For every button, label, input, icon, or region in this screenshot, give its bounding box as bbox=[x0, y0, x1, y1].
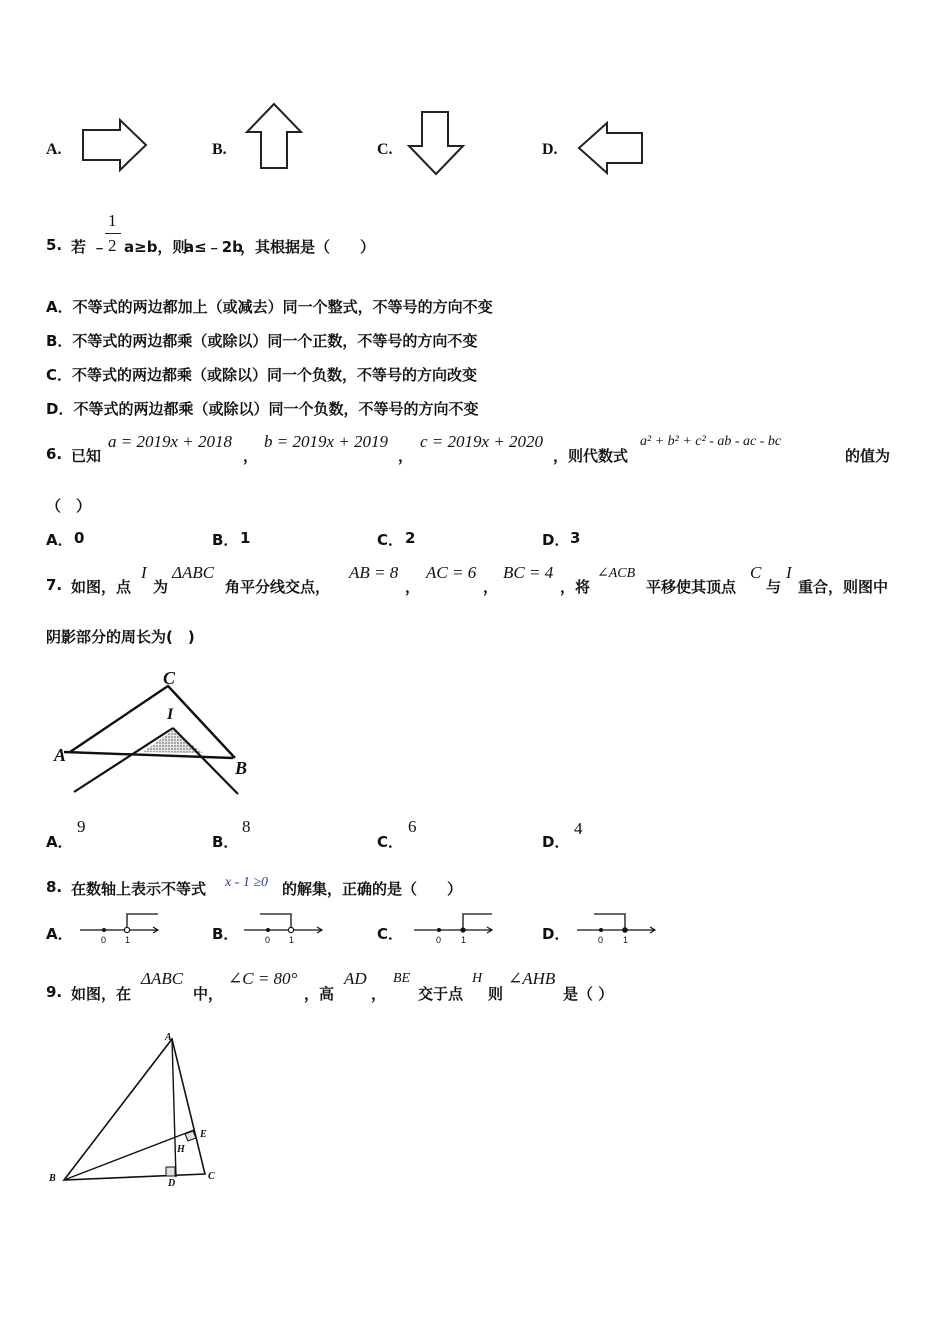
q7-number: 7. bbox=[46, 576, 63, 594]
q8-option-b-number-line[interactable] bbox=[242, 910, 332, 946]
q5-fraction-bar bbox=[105, 233, 121, 234]
q8-option-b-tick-0: 0 bbox=[265, 935, 271, 945]
q9-comma: ， bbox=[371, 985, 387, 1003]
arrow-up-icon bbox=[245, 102, 305, 172]
arrow-down-icon bbox=[406, 110, 466, 180]
q6-then-text: ，则代数式 bbox=[553, 447, 629, 465]
q5-condition: a≥b，则 bbox=[124, 238, 188, 256]
q5-conclusion: a≤﹣2b bbox=[184, 238, 243, 256]
q6-option-b-label: B． bbox=[212, 531, 239, 549]
arrow-right-icon bbox=[80, 118, 150, 174]
q6-expression: a² + b² + c² - ab - ac - bc bbox=[640, 434, 782, 449]
q6-option-a-value: 0 bbox=[74, 529, 85, 547]
q9-altitude-ad: AD bbox=[344, 969, 367, 988]
q7-text-6: 与 bbox=[766, 578, 782, 596]
q7-text-3: 角平分线交点， bbox=[225, 578, 331, 596]
q8-option-c-number-line[interactable] bbox=[412, 910, 502, 946]
q8-option-d-label: D． bbox=[542, 925, 570, 943]
q7-point-c: C bbox=[750, 563, 762, 582]
q8-option-a-tick-0: 0 bbox=[101, 935, 107, 945]
q6-comma-1: ， bbox=[243, 447, 259, 465]
q9-figure bbox=[44, 1030, 234, 1195]
q9-point-h: H bbox=[472, 971, 483, 986]
q8-option-d-tick-0: 0 bbox=[598, 935, 604, 945]
q8-option-a-number-line[interactable] bbox=[78, 910, 168, 946]
q7-option-d-label: D． bbox=[542, 833, 570, 851]
q6-option-a-label: A． bbox=[46, 531, 73, 549]
arrow-left-icon bbox=[577, 121, 647, 177]
q7-text-2: 为 bbox=[153, 578, 169, 596]
q7-option-d-value: 4 bbox=[574, 819, 583, 838]
q8-option-c-tick-0: 0 bbox=[436, 935, 442, 945]
q7-figure-label-c: C bbox=[163, 668, 176, 688]
q7-bc-length: BC = 4 bbox=[503, 563, 554, 582]
q8-option-a-tick-1: 1 bbox=[125, 935, 131, 945]
q7-triangle: ΔABC bbox=[172, 563, 215, 582]
q7-ac-length: AC = 6 bbox=[426, 563, 477, 582]
q5-option-c: C．不等式的两边都乘（或除以）同一个负数，不等号的方向改变 bbox=[46, 366, 478, 384]
q9-figure-label-a: A bbox=[165, 1032, 172, 1043]
q6-answer-paren: （ ） bbox=[46, 497, 92, 515]
q4-option-a-label: A. bbox=[46, 141, 62, 158]
q9-figure-label-e: E bbox=[200, 1129, 207, 1140]
q6-formula-a: a = 2019x + 2018 bbox=[108, 432, 232, 451]
q7-option-b-label: B． bbox=[212, 833, 239, 851]
q9-triangle: ΔABC bbox=[141, 969, 184, 988]
q7-comma-1: ， bbox=[405, 578, 421, 596]
q9-text-1: 如图，在 bbox=[71, 985, 132, 1003]
q5-option-b: B．不等式的两边都乘（或除以）同一个正数，不等号的方向不变 bbox=[46, 332, 478, 350]
q8-option-b-tick-1: 1 bbox=[289, 935, 295, 945]
q7-ab-length: AB = 8 bbox=[349, 563, 399, 582]
q7-figure-label-a: A bbox=[54, 745, 67, 765]
q9-text-2: 中， bbox=[193, 985, 224, 1003]
q8-question-tail: 的解集，正确的是（ ） bbox=[282, 880, 463, 898]
q7-figure-lines bbox=[48, 664, 258, 799]
q7-comma-2: ， bbox=[483, 578, 499, 596]
q7-option-c-label: C． bbox=[377, 833, 404, 851]
q7-option-c-value: 6 bbox=[408, 817, 417, 836]
q5-fraction-denominator: 2 bbox=[108, 236, 117, 255]
q7-point-i-2: I bbox=[786, 563, 792, 582]
q8-option-c-label: C． bbox=[377, 925, 404, 943]
q9-text-3: ，高 bbox=[304, 985, 335, 1003]
q8-inequality: x - 1 ≥0 bbox=[225, 875, 269, 890]
q9-figure-lines bbox=[44, 1030, 234, 1195]
q7-text-5: 平移使其顶点 bbox=[646, 578, 737, 596]
q4-option-c-label: C. bbox=[377, 141, 393, 158]
q8-number: 8. bbox=[46, 878, 63, 896]
q6-comma-2: ， bbox=[398, 447, 414, 465]
q9-figure-label-d: D bbox=[168, 1178, 176, 1189]
q8-option-a-label: A． bbox=[46, 925, 73, 943]
q8-option-d-number-line[interactable] bbox=[575, 910, 665, 946]
q7-angle: ∠ACB bbox=[597, 566, 636, 581]
q7-point-i: I bbox=[141, 563, 147, 582]
q8-option-b-label: B． bbox=[212, 925, 239, 943]
q9-text-6: 是（ ） bbox=[563, 985, 614, 1003]
q9-altitude-be: BE bbox=[393, 971, 411, 986]
q8-option-c-tick-1: 1 bbox=[461, 935, 467, 945]
q9-figure-label-h: H bbox=[177, 1144, 185, 1155]
q9-text-5: 则 bbox=[488, 985, 504, 1003]
q5-minus: ﹣ bbox=[92, 238, 108, 256]
q4-option-d-label: D. bbox=[542, 141, 558, 158]
q7-option-a-value: 9 bbox=[77, 817, 86, 836]
q6-question-tail: 的值为 bbox=[845, 447, 891, 465]
q7-text-4: ，将 bbox=[560, 578, 591, 596]
q7-figure-label-i: I bbox=[167, 706, 174, 723]
q9-number: 9. bbox=[46, 983, 63, 1001]
q6-option-c-label: C． bbox=[377, 531, 404, 549]
q9-figure-label-b: B bbox=[49, 1173, 56, 1184]
q6-number: 6. bbox=[46, 445, 63, 463]
q6-prefix: 已知 bbox=[71, 447, 102, 465]
q6-option-d-label: D． bbox=[542, 531, 570, 549]
q4-option-b-label: B. bbox=[212, 141, 227, 158]
q5-option-a: A．不等式的两边都加上（或减去）同一个整式，不等号的方向不变 bbox=[46, 298, 493, 316]
q9-angle-ahb: ∠AHB bbox=[508, 969, 556, 988]
q5-question-tail: ，其根据是（ ） bbox=[240, 238, 376, 256]
q5-fraction-numerator: 1 bbox=[108, 211, 117, 230]
q6-option-c-value: 2 bbox=[405, 529, 416, 547]
q6-formula-b: b = 2019x + 2019 bbox=[264, 432, 388, 451]
q7-text-1: 如图，点 bbox=[71, 578, 132, 596]
q5-option-d: D．不等式的两边都乘（或除以）同一个负数，不等号的方向不变 bbox=[46, 400, 479, 418]
q9-angle-c: ∠C = 80° bbox=[228, 969, 298, 988]
q7-option-a-label: A． bbox=[46, 833, 73, 851]
q6-option-b-value: 1 bbox=[240, 529, 251, 547]
q5-number: 5. bbox=[46, 236, 63, 254]
q7-figure-label-b: B bbox=[235, 758, 248, 778]
q7-figure bbox=[48, 664, 258, 799]
q6-option-d-value: 3 bbox=[570, 529, 581, 547]
q8-option-d-tick-1: 1 bbox=[623, 935, 629, 945]
q9-text-4: 交于点 bbox=[418, 985, 464, 1003]
q5-prefix: 若 bbox=[71, 238, 87, 256]
q7-line-2: 阴影部分的周长为( ) bbox=[46, 628, 195, 646]
q7-text-7: 重合，则图中 bbox=[798, 578, 889, 596]
q7-option-b-value: 8 bbox=[242, 817, 251, 836]
q8-prefix: 在数轴上表示不等式 bbox=[71, 880, 207, 898]
q9-figure-label-c: C bbox=[208, 1171, 215, 1182]
q6-formula-c: c = 2019x + 2020 bbox=[420, 432, 544, 451]
